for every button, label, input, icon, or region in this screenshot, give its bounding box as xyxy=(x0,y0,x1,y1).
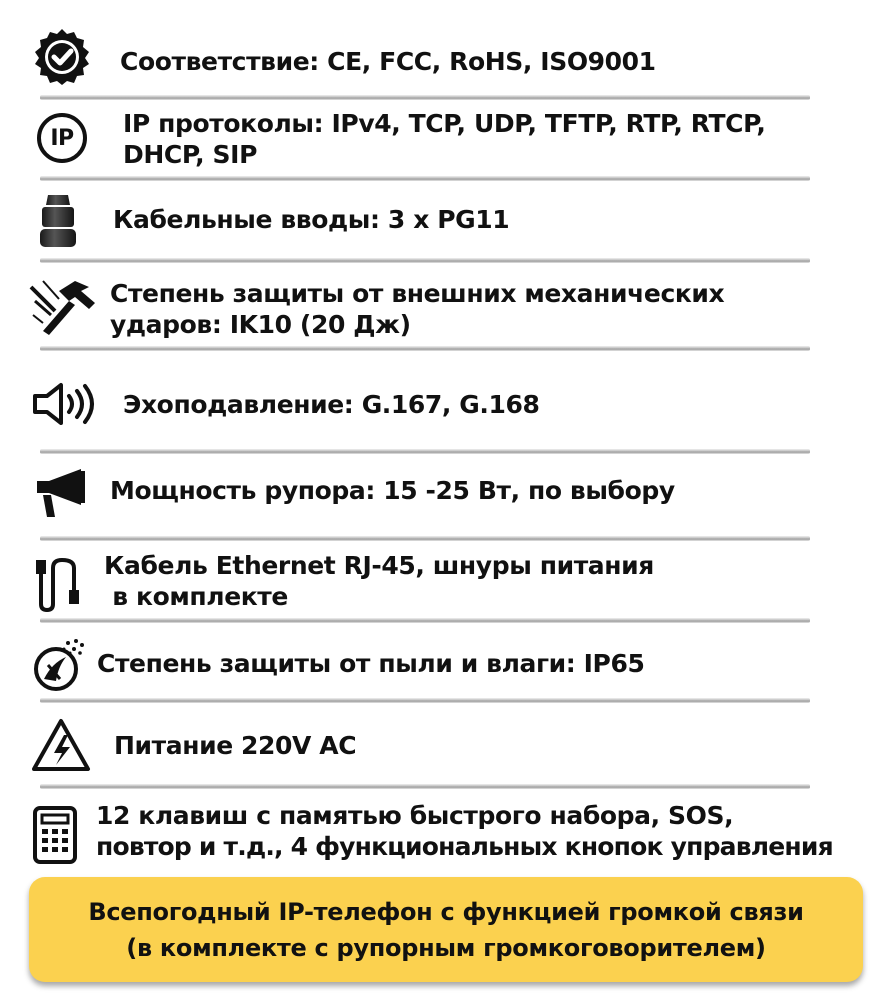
feature-text-cable-glands: Кабельные вводы: 3 x PG11 xyxy=(113,205,510,234)
feature-text-keypad: 12 клавиш с памятью быстрого набора, SOS, повтор и т.д., 4 функциональных кнопок управления xyxy=(96,801,833,861)
dust-water-icon xyxy=(28,634,90,694)
banner-subtitle: (в комплекте с рупорным громкоговорителем) xyxy=(126,933,766,962)
feature-text-ip65: Степень защиты от пыли и влаги: IP65 xyxy=(97,649,645,678)
separator xyxy=(40,95,810,100)
separator xyxy=(40,258,810,263)
separator xyxy=(40,536,810,541)
separator xyxy=(40,618,810,623)
certified-badge-icon xyxy=(30,24,94,88)
separator xyxy=(40,698,810,703)
hammer-impact-icon xyxy=(28,276,100,338)
feature-text-ethernet: Кабель Ethernet RJ-45, шнуры питания в комплекте xyxy=(104,551,654,611)
ethernet-cable-icon xyxy=(28,553,88,613)
ip-icon: IP xyxy=(30,113,94,163)
feature-text-power: Питание 220V AC xyxy=(114,731,357,760)
feature-text-compliance: Соответствие: CE, FCC, RoHS, ISO9001 xyxy=(120,47,656,76)
separator xyxy=(40,176,810,181)
speaker-icon xyxy=(30,380,100,428)
separator xyxy=(40,449,810,454)
feature-text-echo: Эхоподавление: G.167, G.168 xyxy=(123,390,540,419)
separator xyxy=(40,784,810,789)
high-voltage-icon xyxy=(28,716,94,774)
megaphone-icon xyxy=(34,466,88,522)
cable-gland-icon xyxy=(36,192,80,252)
feature-text-impact: Степень защиты от внешних механических ударов: IK10 (20 Дж) xyxy=(110,279,725,339)
separator xyxy=(40,346,810,351)
product-title-banner xyxy=(29,877,863,982)
banner-title: Всепогодный IP-телефон с функцией громкой связи xyxy=(88,897,804,926)
feature-text-horn-power: Мощность рупора: 15 -25 Вт, по выбору xyxy=(110,476,675,505)
keypad-icon xyxy=(30,804,80,866)
feature-text-ip-protocols: IP протоколы: IPv4, TCP, UDP, TFTP, RTP, RTCP, DHCP, SIP xyxy=(123,109,766,169)
